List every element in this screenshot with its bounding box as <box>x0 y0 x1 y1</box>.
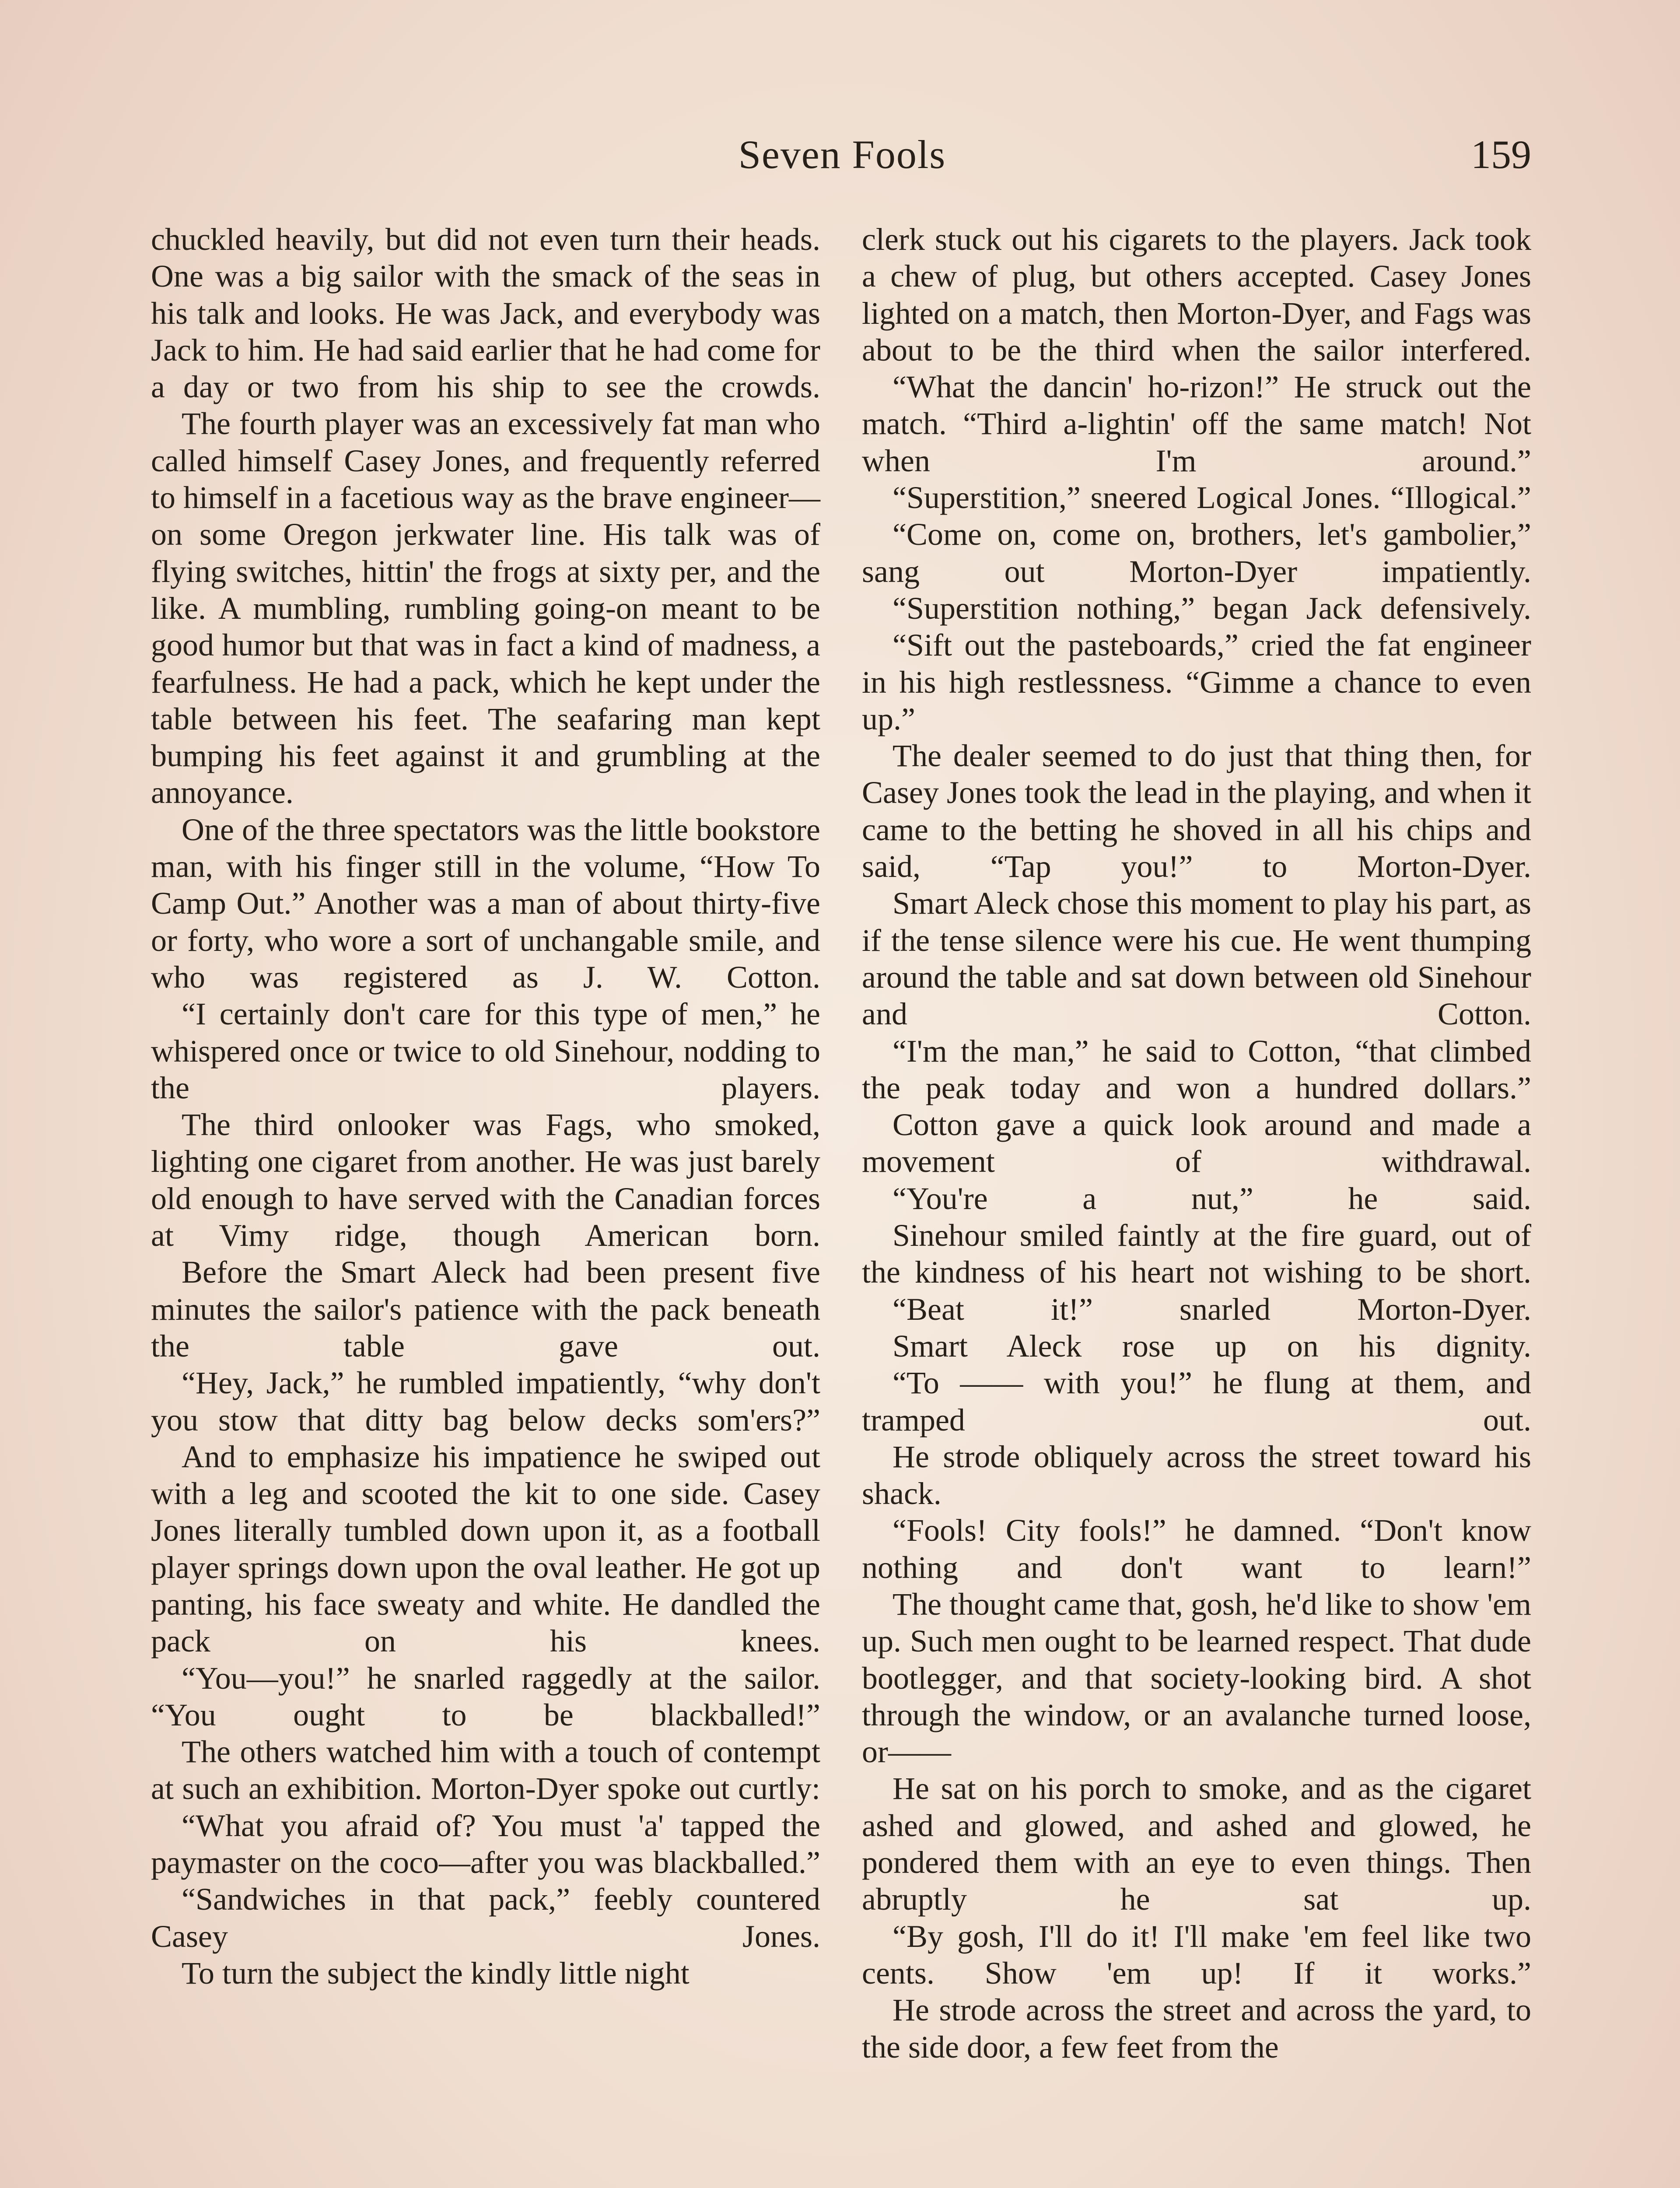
paragraph: “Come on, come on, brothers, let's gambolier,” sang out Morton-Dyer impatiently. <box>862 517 1531 589</box>
paragraph: “You—you!” he snarled raggedly at the sailor. “You ought to be blackballed!” <box>151 1660 820 1732</box>
paragraph: Smart Aleck chose this moment to play his part, as if the tense silence were his cue. He went thumping around the table and sat down between old Sinehour and Cotton. <box>862 886 1531 1032</box>
paragraph: The third onlooker was Fags, who smoked, lighting one cigaret from another. He was just barely old enough to have served with the Canadian forces at Vimy ridge, though American born. <box>151 1107 820 1253</box>
paragraph: “Sift out the pasteboards,” cried the fat engineer in his high restlessness. “Gimme a chance to even up.” <box>862 628 1531 736</box>
paragraph: Sinehour smiled faintly at the fire guard, out of the kindness of his heart not wishing to be short. <box>862 1218 1531 1290</box>
paragraph: Smart Aleck rose up on his dignity. <box>892 1328 1531 1364</box>
paragraph: “Superstition,” sneered Logical Jones. “Illogical.” <box>892 480 1531 515</box>
paragraph: One of the three spectators was the little bookstore man, with his finger still in the volume, “How To Camp Out.” Another was a man of about thirty-five or forty, who wore a sort of unchangable smile, and who was registered as J. W. Cotton. <box>151 812 820 995</box>
paragraph: “Sandwiches in that pack,” feebly countered Casey Jones. <box>151 1882 820 1954</box>
paragraph: “By gosh, I'll do it! I'll make 'em feel like two cents. Show 'em up! If it works.” <box>862 1918 1531 1991</box>
page-number: 159 <box>1471 132 1531 177</box>
paragraph: “What the dancin' ho-rizon!” He struck out the match. “Third a-lightin' off the same match! Not when I'm around.” <box>862 369 1531 478</box>
paragraph: “I certainly don't care for this type of men,” he whispered once or twice to old Sinehour, nodding to the players. <box>151 996 820 1105</box>
right-column <box>862 221 1531 2065</box>
page-header <box>153 131 1531 193</box>
paragraph: “I'm the man,” he said to Cotton, “that climbed the peak today and won a hundred dollars.” <box>862 1033 1531 1105</box>
paragraph: He sat on his porch to smoke, and as the cigaret ashed and glowed, and ashed and glowed, he pondered them with an eye to even things. Then abruptly he sat up. <box>862 1771 1531 1917</box>
running-title: Seven Fools <box>738 132 946 177</box>
paragraph: The others watched him with a touch of contempt at such an exhibition. Morton-Dyer spoke out curtly: <box>151 1734 820 1806</box>
paragraph: He strode obliquely across the street toward his shack. <box>862 1439 1531 1511</box>
paragraph: He strode across the street and across the yard, to the side door, a few feet from the <box>862 1992 1531 2065</box>
paragraph: “What you afraid of? You must 'a' tapped the paymaster on the coco—after you was blackballed.” <box>151 1808 820 1880</box>
paragraph: Cotton gave a quick look around and made a movement of withdrawal. <box>862 1107 1531 1179</box>
paragraph: chuckled heavily, but did not even turn their heads. One was a big sailor with the smack of the seas in his talk and looks. He was Jack, and everybody was Jack to him. He had said earlier that he had come for a day or two from his ship to see the crowds. <box>151 222 820 405</box>
left-column <box>151 221 820 1992</box>
paragraph: “Superstition nothing,” began Jack defensively. <box>892 590 1531 626</box>
paragraph: And to emphasize his impatience he swiped out with a leg and scooted the kit to one side. Casey Jones literally tumbled down upon it, as a football player springs down upon the oval leather. He got up panting, his face sweaty and white. He dandled the pack on his knees. <box>151 1439 820 1659</box>
paragraph: Before the Smart Aleck had been present five minutes the sailor's patience with the pack beneath the table gave out. <box>151 1255 820 1364</box>
paragraph: clerk stuck out his cigarets to the players. Jack took a chew of plug, but others accepted. Casey Jones lighted on a match, then Morton-Dyer, and Fags was about to be the third when the sailor interfered. <box>862 222 1531 368</box>
paragraph: To turn the subject the kindly little night <box>182 1955 690 1991</box>
paragraph: The fourth player was an excessively fat man who called himself Casey Jones, and frequently referred to himself in a facetious way as the brave engineer—on some Oregon jerkwater line. His talk was of flying switches, hittin' the frogs at sixty per, and the like. A mumbling, rumbling going-on meant to be good humor but that was in fact a kind of madness, a fearfulness. He had a pack, which he kept under the table between his feet. The seafaring man kept bumping his feet against it and grumbling at the annoyance. <box>151 406 820 810</box>
paragraph: “Fools! City fools!” he damned. “Don't know nothing and don't want to learn!” <box>862 1513 1531 1585</box>
paragraph: “You're a nut,” he said. <box>892 1181 1531 1216</box>
paragraph: The thought came that, gosh, he'd like to show 'em up. Such men ought to be learned respect. That dude bootlegger, and that society-looking bird. A shot through the window, or an avalanche turned loose, or—— <box>862 1586 1531 1770</box>
paragraph: “Hey, Jack,” he rumbled impatiently, “why don't you stow that ditty bag below decks som'ers?” <box>151 1365 820 1438</box>
paragraph: The dealer seemed to do just that thing then, for Casey Jones took the lead in the playing, and when it came to the betting he shoved in all his chips and said, “Tap you!” to Morton-Dyer. <box>862 738 1531 884</box>
paragraph: “To —— with you!” he flung at them, and tramped out. <box>862 1365 1531 1438</box>
paragraph: “Beat it!” snarled Morton-Dyer. <box>892 1291 1531 1327</box>
